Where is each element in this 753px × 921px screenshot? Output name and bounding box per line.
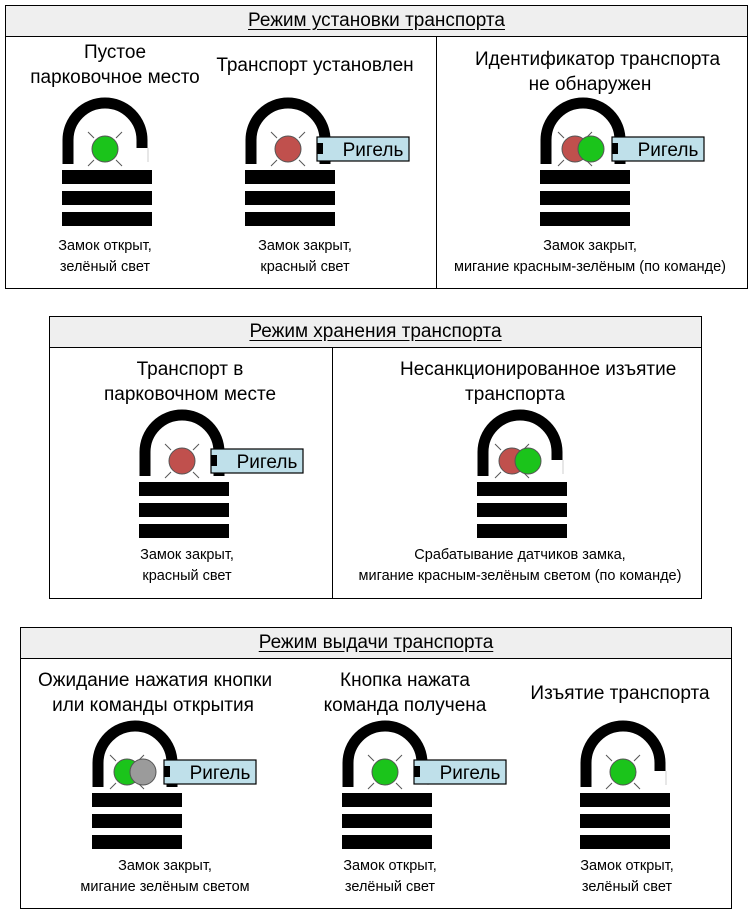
light-ray	[271, 160, 277, 166]
padlock-icon	[137, 412, 307, 547]
state-caption: Замок открыт, зелёный свет	[343, 858, 437, 895]
lock-body-bar	[477, 524, 567, 538]
indicator-light-red	[169, 448, 195, 474]
light-ray	[558, 132, 564, 138]
light-ray	[495, 444, 501, 450]
indicator-light-green	[515, 448, 541, 474]
indicator-light-green	[610, 759, 636, 785]
light-ray	[606, 783, 612, 789]
panel-divider	[332, 347, 333, 598]
lock-body-bar	[62, 191, 152, 205]
light-ray	[116, 160, 122, 166]
padlock-icon	[578, 723, 688, 858]
bolt-tip	[414, 766, 420, 777]
light-ray	[271, 132, 277, 138]
light-ray	[606, 755, 612, 761]
indicator-light-green	[372, 759, 398, 785]
padlock-icon	[475, 412, 585, 547]
padlock-icon	[60, 100, 170, 235]
lock-body-bar	[139, 524, 229, 538]
light-ray	[368, 755, 374, 761]
lock-body-bar	[92, 793, 182, 807]
padlock-icon	[243, 100, 413, 235]
state-title: Транспорт установлен	[216, 55, 414, 76]
bolt-tip	[164, 766, 170, 777]
state-caption: Замок закрыт, красный свет	[258, 238, 352, 275]
light-ray	[88, 132, 94, 138]
state-caption: Замок открыт, зелёный свет	[58, 238, 152, 275]
state-caption: Замок закрыт, мигание зелёным светом	[80, 858, 250, 895]
state-title: Транспорт в парковочном месте	[103, 359, 277, 405]
bolt-tip	[211, 455, 217, 466]
light-ray	[368, 783, 374, 789]
lock-body-bar	[540, 191, 630, 205]
bolt-label: Ригель	[637, 140, 699, 161]
lock-body-bar	[139, 482, 229, 496]
indicator-light-red	[275, 136, 301, 162]
state-title: Ожидание нажатия кнопки или команды открытия	[38, 670, 273, 716]
indicator-light-green	[92, 136, 118, 162]
lock-body-bar	[477, 482, 567, 496]
lock-body-bar	[342, 793, 432, 807]
lock-body-bar	[342, 814, 432, 828]
bolt-label: Ригель	[439, 763, 501, 784]
light-ray	[396, 783, 402, 789]
bolt-label: Ригель	[236, 452, 298, 473]
light-ray	[299, 160, 305, 166]
state-caption: Замок закрыт, мигание красным-зелёным (по команде)	[453, 238, 726, 275]
lock-body-bar	[245, 191, 335, 205]
bolt-label: Ригель	[342, 140, 404, 161]
indicator-light-green	[578, 136, 604, 162]
light-ray	[165, 472, 171, 478]
bolt-label: Ригель	[189, 763, 251, 784]
lock-body-bar	[540, 170, 630, 184]
lock-body-bar	[580, 793, 670, 807]
light-ray	[396, 755, 402, 761]
lock-body-bar	[92, 814, 182, 828]
panel-title: Режим выдачи транспорта	[21, 628, 731, 659]
lock-body-bar	[139, 503, 229, 517]
light-ray	[558, 160, 564, 166]
light-ray	[110, 783, 116, 789]
state-title: Изъятие транспорта	[530, 683, 710, 704]
lock-body-bar	[580, 814, 670, 828]
lock-body-bar	[342, 835, 432, 849]
state-title: Идентификатор транспорта не обнаружен	[475, 49, 721, 95]
state-title: Кнопка нажата команда получена	[323, 670, 487, 716]
light-ray	[634, 783, 640, 789]
state-caption: Замок открыт, зелёный свет	[580, 858, 674, 895]
light-ray	[110, 755, 116, 761]
state-title: Пустое парковочное место	[30, 42, 200, 88]
panel-title: Режим установки транспорта	[6, 6, 747, 37]
light-ray	[299, 132, 305, 138]
padlock-icon	[90, 723, 260, 858]
lock-body-bar	[62, 170, 152, 184]
light-ray	[193, 472, 199, 478]
lock-body-bar	[62, 212, 152, 226]
lock-body-bar	[477, 503, 567, 517]
bolt-tip	[612, 143, 618, 154]
lock-body-bar	[92, 835, 182, 849]
panel-title: Режим хранения транспорта	[50, 317, 701, 348]
light-ray	[116, 132, 122, 138]
padlock-icon	[340, 723, 510, 858]
state-caption: Срабатывание датчиков замка, мигание красным-зелёным светом (по команде)	[358, 547, 682, 584]
light-ray	[88, 160, 94, 166]
light-ray	[634, 755, 640, 761]
lock-body-bar	[540, 212, 630, 226]
light-ray	[165, 444, 171, 450]
bolt-tip	[317, 143, 323, 154]
light-ray	[193, 444, 199, 450]
light-ray	[495, 472, 501, 478]
lock-body-bar	[580, 835, 670, 849]
indicator-light-grey	[130, 759, 156, 785]
state-caption: Замок закрыт, красный свет	[140, 547, 234, 584]
state-title: Несанкционированное изъятие транспорта	[400, 359, 677, 405]
padlock-icon	[538, 100, 708, 235]
lock-body-bar	[245, 170, 335, 184]
lock-body-bar	[245, 212, 335, 226]
